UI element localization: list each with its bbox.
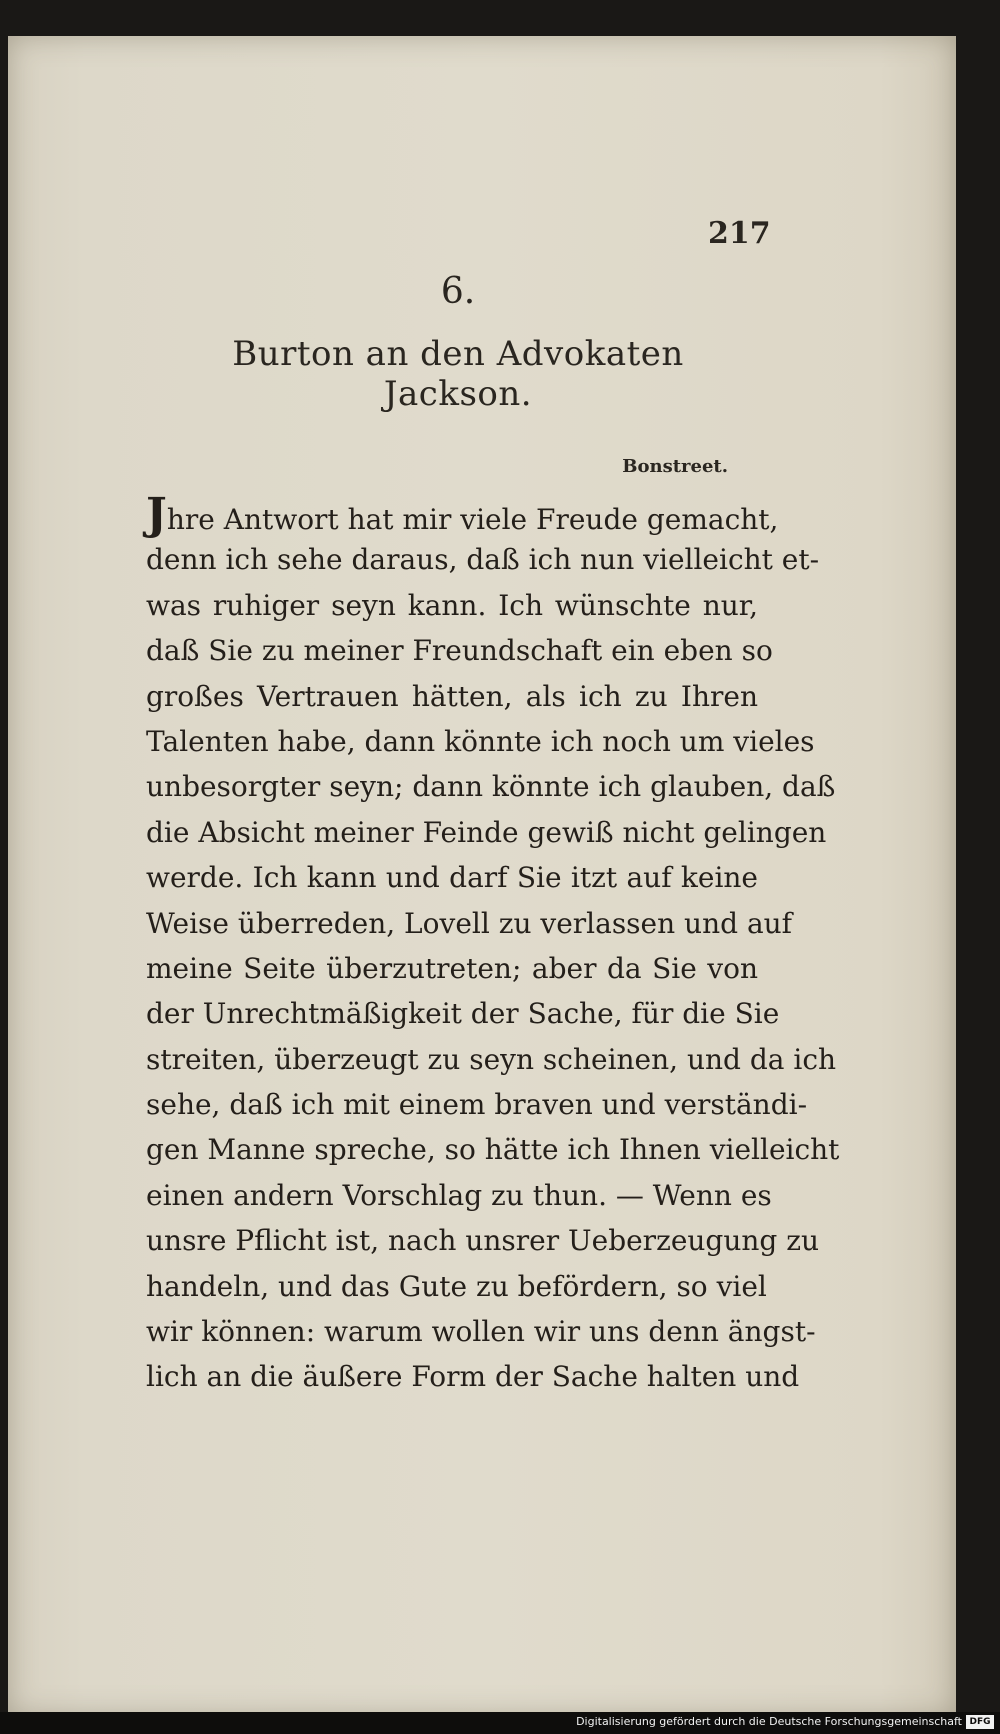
book-page bbox=[8, 36, 956, 1716]
body-line: großes Vertrauen hätten, als ich zu Ihren bbox=[146, 679, 758, 713]
funding-notice: Digitalisierung gefördert durch die Deutsche Forschungsgemeinschaft bbox=[576, 1715, 962, 1728]
letter-place: Bonstreet. bbox=[622, 456, 728, 477]
section-number: 6. bbox=[440, 271, 476, 312]
body-line: unbesorgter seyn; dann könnte ich glauben, daß bbox=[146, 770, 836, 804]
letter-body bbox=[146, 489, 840, 1400]
body-line: gen Manne spreche, so hätte ich Ihnen vielleicht bbox=[146, 1133, 840, 1167]
body-line: daß Sie zu meiner Freundschaft ein eben so bbox=[146, 634, 773, 668]
body-line: sehe, daß ich mit einem braven und verständi- bbox=[146, 1088, 808, 1122]
body-line: denn ich sehe daraus, daß ich nun vielleicht et- bbox=[146, 543, 820, 577]
dfg-logo: DFG bbox=[966, 1715, 994, 1729]
body-line: was ruhiger seyn kann. Ich wünschte nur, bbox=[146, 588, 758, 622]
first-line-text: hre Antwort hat mir viele Freude gemacht, bbox=[166, 503, 779, 536]
body-line: einen andern Vorschlag zu thun. — Wenn es bbox=[146, 1178, 772, 1212]
drop-initial: J bbox=[146, 489, 167, 540]
footer-bar bbox=[0, 1712, 1000, 1734]
page-number: 217 bbox=[708, 216, 771, 251]
body-line: handeln, und das Gute zu befördern, so viel bbox=[146, 1269, 767, 1303]
body-line: meine Seite überzutreten; aber da Sie von bbox=[146, 951, 758, 985]
body-line: lich an die äußere Form der Sache halten und bbox=[146, 1360, 800, 1394]
body-line: Talenten habe, dann könnte ich noch um vieles bbox=[146, 724, 815, 758]
body-line: der Unrechtmäßigkeit der Sache, für die Sie bbox=[146, 997, 780, 1031]
body-line: Weise überreden, Lovell zu verlassen und auf bbox=[146, 906, 793, 940]
body-line: streiten, überzeugt zu seyn scheinen, und da ich bbox=[146, 1042, 837, 1076]
body-line: wir können: warum wollen wir uns denn ängst- bbox=[146, 1315, 816, 1349]
body-line: werde. Ich kann und darf Sie itzt auf keine bbox=[146, 861, 758, 895]
section-title: Burton an den Advokaten Jackson. bbox=[232, 334, 684, 414]
body-line bbox=[146, 489, 779, 540]
body-line: die Absicht meiner Feinde gewiß nicht gelingen bbox=[146, 815, 827, 849]
body-line: unsre Pflicht ist, nach unsrer Ueberzeugung zu bbox=[146, 1224, 820, 1258]
